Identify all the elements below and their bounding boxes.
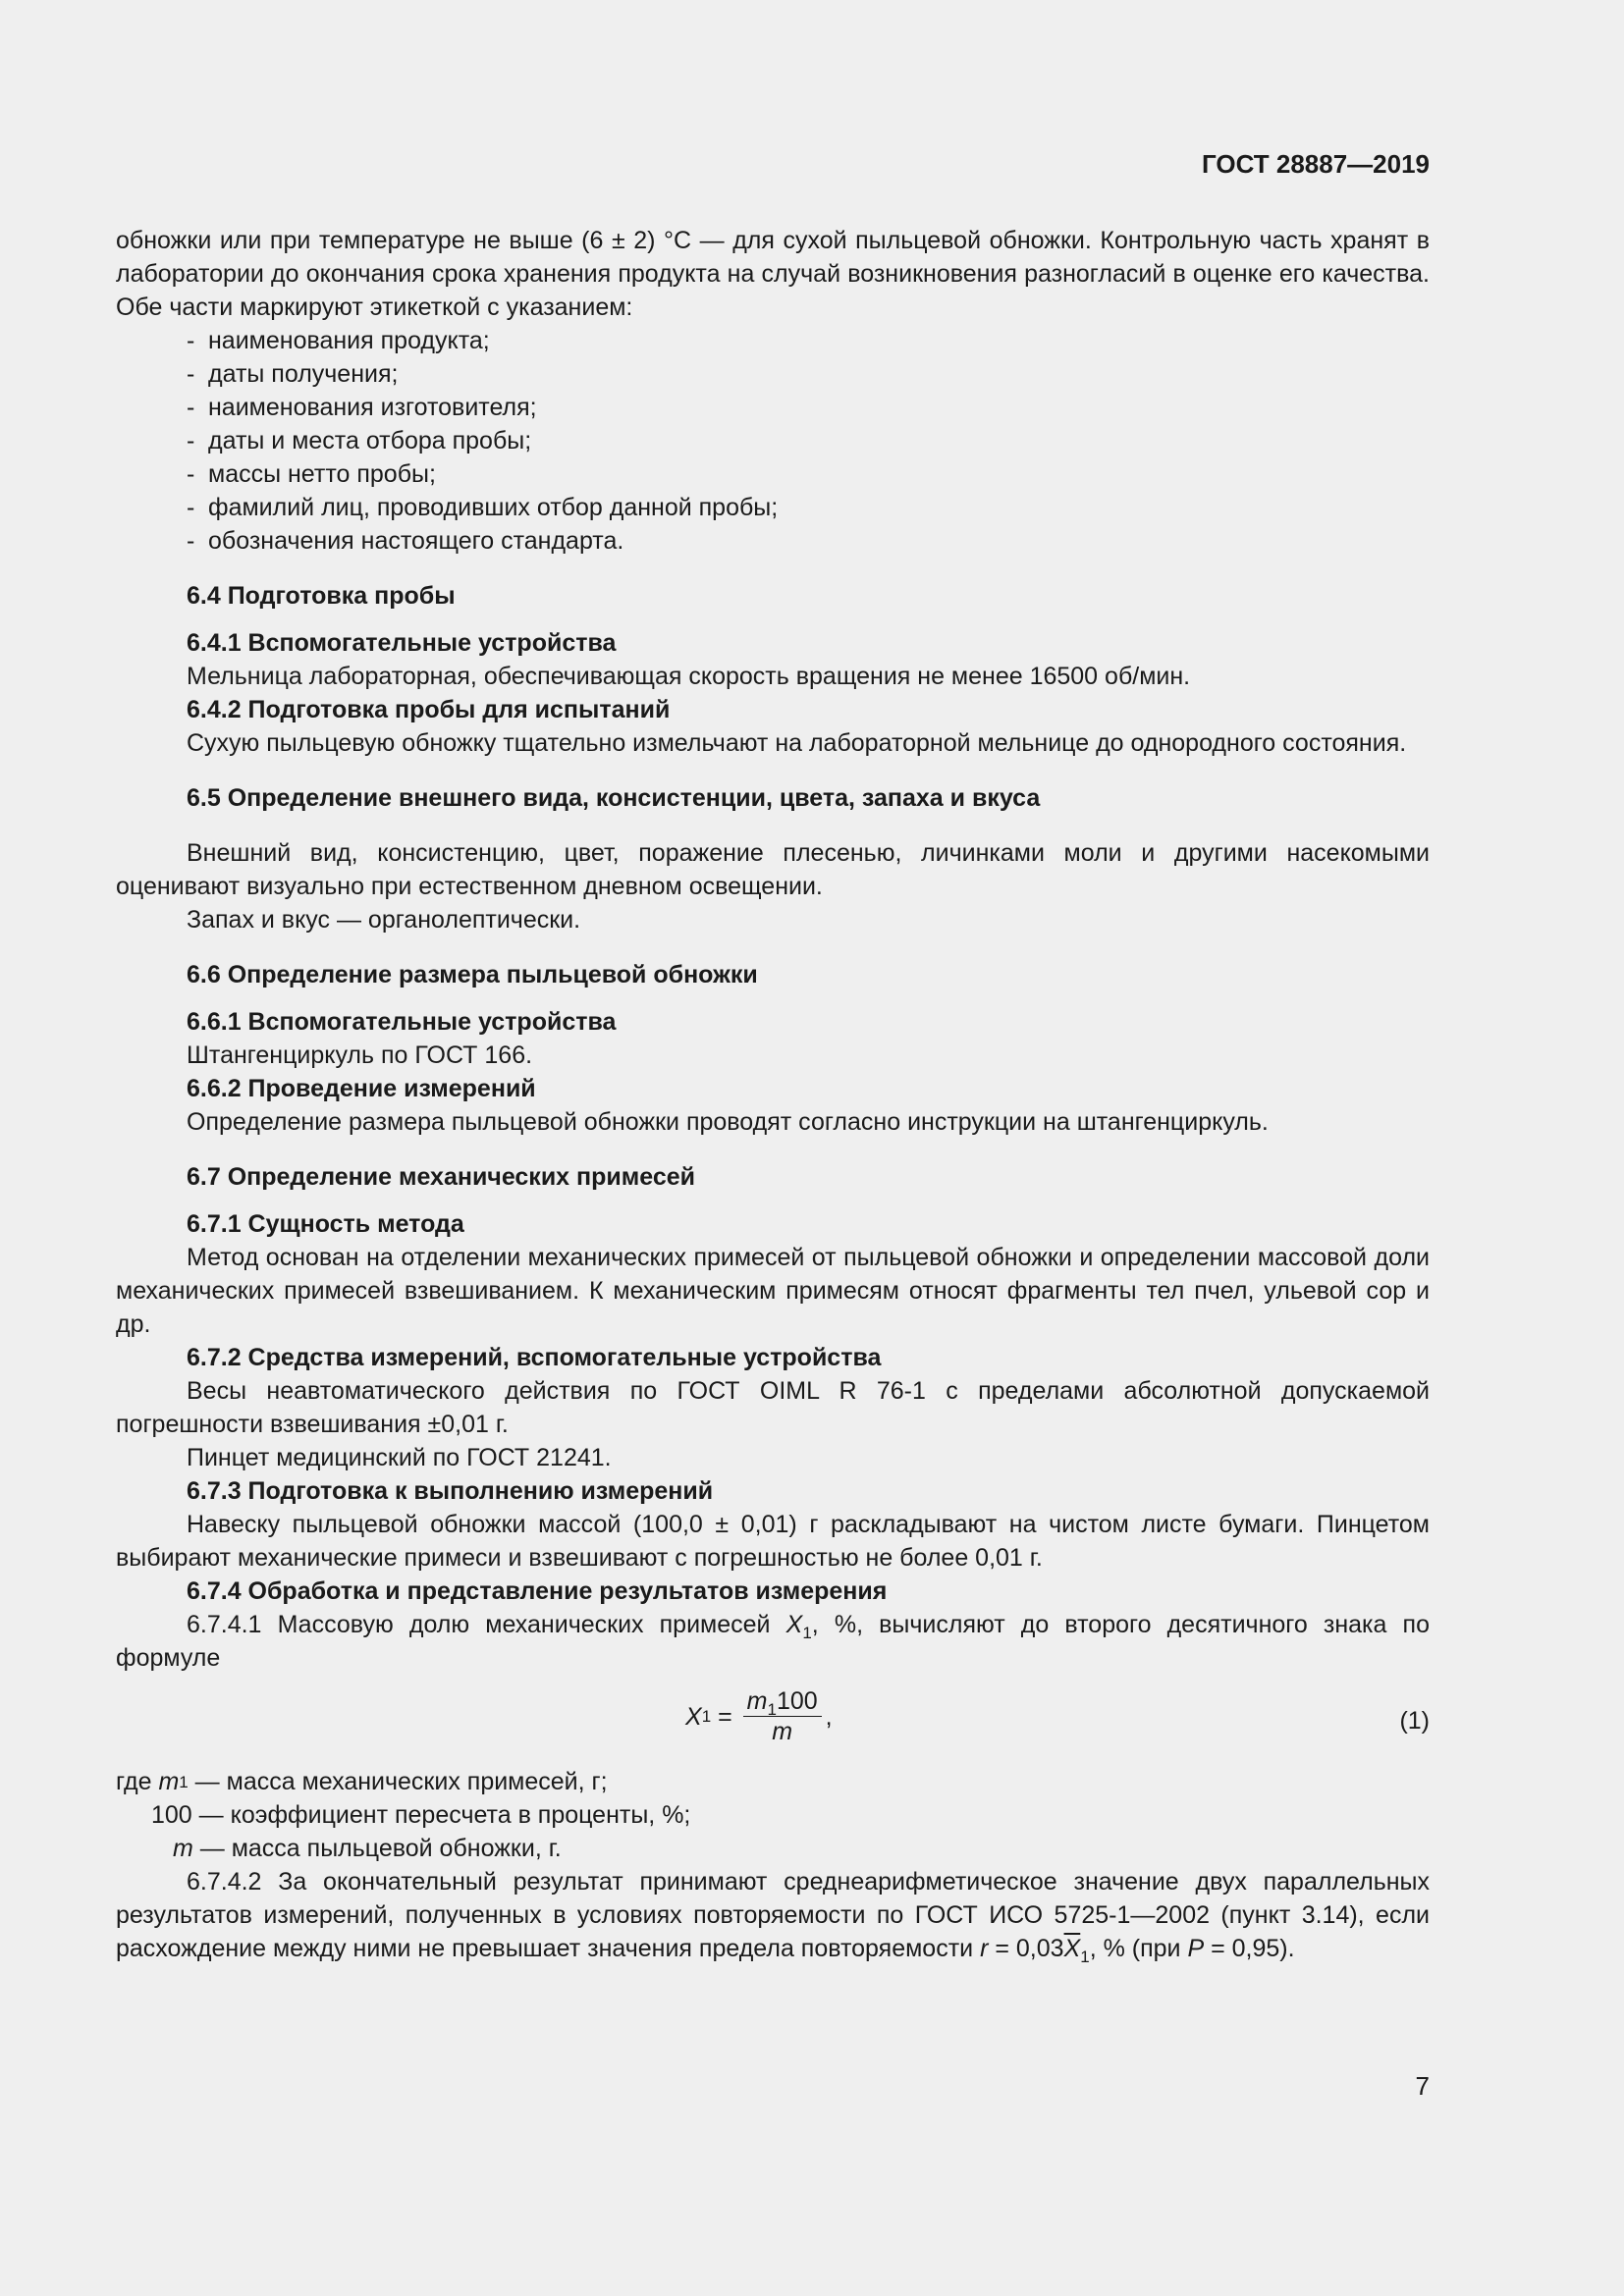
legend-symbol: m <box>158 1768 180 1795</box>
section-6-5-smell-text: Запах и вкус — органолептически. <box>187 906 581 934</box>
variable-p: P <box>1187 1935 1205 1962</box>
legend-text: — масса пыльцевой обножки, г. <box>192 1835 562 1862</box>
legend-prefix: где <box>116 1768 159 1795</box>
list-item: - фамилий лиц, проводивших отбор данной пробы; <box>187 491 1430 524</box>
section-6-6-heading: 6.6 Определение размера пыльцевой обножки <box>187 961 758 988</box>
section-6-5-heading: 6.5 Определение внешнего вида, консистенции, цвета, запаха и вкуса <box>187 784 1041 812</box>
numerator-constant: 100 <box>776 1687 818 1715</box>
section-6-7-4-2-text <box>116 1865 1430 1965</box>
page-number: 7 <box>1415 2071 1430 2101</box>
list-item: - даты получения; <box>187 357 1430 391</box>
text-run: 6.7.4.2 За окончательный результат принимают среднеарифметическое значение двух параллельных результатов измерений, полученных в условиях повторяемости по ГОСТ ИСО 5725-1—2002 (пункт 3.14), если расхождение между ними не превышает значения предела повторяемости <box>116 1868 1430 1962</box>
equals-sign: = <box>711 1702 739 1731</box>
list-item: - даты и места отбора пробы; <box>187 424 1430 457</box>
section-6-7-4-heading: 6.7.4 Обработка и представление результатов измерения <box>187 1577 888 1605</box>
section-6-7-2-tweezers-text: Пинцет медицинский по ГОСТ 21241. <box>187 1444 612 1471</box>
formula-legend <box>116 1765 1430 1865</box>
fraction <box>743 1686 822 1746</box>
section-6-7-1-heading: 6.7.1 Сущность метода <box>187 1210 464 1238</box>
text-run: = 0,03 <box>988 1935 1064 1962</box>
section-6-5-text: Внешний вид, консистенцию, цвет, поражение плесенью, личинками моли и другими насекомыми оценивают визуально при естественном дневном освещении. <box>116 839 1430 900</box>
section-6-4-heading: 6.4 Подготовка пробы <box>187 582 456 610</box>
fraction-numerator <box>743 1686 822 1717</box>
section-6-7-3-heading: 6.7.3 Подготовка к выполнению измерений <box>187 1477 714 1505</box>
section-6-7-2-heading: 6.7.2 Средства измерений, вспомогательные устройства <box>187 1344 882 1371</box>
legend-row <box>116 1798 1430 1832</box>
fraction-denominator: m <box>772 1718 793 1745</box>
variable-x: X <box>785 1611 803 1638</box>
section-6-4-1-text: Мельница лабораторная, обеспечивающая скорость вращения не менее 16500 об/мин. <box>187 663 1191 690</box>
legend-symbol: m <box>173 1835 193 1862</box>
section-6-6-2-heading: 6.6.2 Проведение измерений <box>187 1075 536 1102</box>
list-item: - наименования продукта; <box>187 324 1430 357</box>
section-6-7-heading: 6.7 Определение механических примесей <box>187 1163 696 1191</box>
section-6-7-3-text: Навеску пыльцевой обножки массой (100,0 ± 0,01) г раскладывают на чистом листе бумаги. Пинцетом выбирают механические примеси и взвешивают с погрешностью не более 0,01 г. <box>116 1511 1430 1572</box>
section-6-4-2-heading: 6.4.2 Подготовка пробы для испытаний <box>187 696 671 723</box>
subscript: 1 <box>802 1624 812 1642</box>
formula-expression: X 1 = $\frac{m_1100}{m}$ , <box>685 1687 833 1745</box>
legend-text: — масса механических примесей, г; <box>188 1768 608 1795</box>
label-items-list <box>116 324 1430 558</box>
section-6-4-2-text: Сухую пыльцевую обножку тщательно измельчают на лабораторной мельнице до однородного состояния. <box>187 729 1407 757</box>
document-body <box>116 224 1430 1965</box>
text-run: , % (при <box>1089 1935 1188 1962</box>
numerator-variable: m <box>746 1687 768 1715</box>
section-6-6-1-heading: 6.6.1 Вспомогательные устройства <box>187 1008 617 1036</box>
legend-symbol: 100 <box>151 1801 192 1829</box>
formula-1 <box>116 1682 1430 1765</box>
subscript: 1 <box>1080 1948 1090 1966</box>
section-6-7-4-1-text <box>116 1608 1430 1675</box>
list-item: - наименования изготовителя; <box>187 391 1430 424</box>
list-item: - обозначения настоящего стандарта. <box>187 524 1430 558</box>
formula-lhs: X <box>685 1702 702 1731</box>
equation-number: (1) <box>1399 1707 1430 1735</box>
document-code: ГОСТ 28887—2019 <box>1202 149 1430 179</box>
section-6-4-1-heading: 6.4.1 Вспомогательные устройства <box>187 629 617 657</box>
text-run: = 0,95). <box>1204 1935 1295 1962</box>
legend-row <box>116 1765 1430 1798</box>
section-6-7-2-scales-text: Весы неавтоматического действия по ГОСТ OIML R 76-1 с пределами абсолютной допускаемой погрешности взвешивания ±0,01 г. <box>116 1377 1430 1438</box>
variable-r: r <box>980 1935 989 1962</box>
subscript: 1 <box>179 1773 189 1791</box>
legend-row <box>116 1832 1430 1865</box>
legend-text: — коэффициент пересчета в проценты, %; <box>191 1801 691 1829</box>
section-6-6-1-text: Штангенциркуль по ГОСТ 166. <box>187 1041 533 1069</box>
variable-x-mean: $\overline{X}$ <box>1063 1935 1081 1962</box>
text-run: , %, вычисляют до второго десятичного знака по формуле <box>116 1611 1430 1672</box>
section-6-7-1-text: Метод основан на отделении механических примесей от пыльцевой обножки и определении массовой доли механических примесей взвешиванием. К механическим примесям относят фрагменты тел пчел, ульевой сор и др. <box>116 1244 1430 1338</box>
subscript: 1 <box>767 1700 777 1719</box>
formula-comma: , <box>825 1702 833 1731</box>
section-6-6-2-text: Определение размера пыльцевой обножки проводят согласно инструкции на штангенциркуль. <box>187 1108 1269 1136</box>
text-run: 6.7.4.1 Массовую долю механических примесей <box>187 1611 786 1638</box>
list-item: - массы нетто пробы; <box>187 457 1430 491</box>
intro-paragraph: обножки или при температуре не выше (6 ± 2) °С — для сухой пыльцевой обножки. Контрольную часть хранят в лаборатории до окончания срока хранения продукта на случай возникновения разногласий в оценке его качества. Обе части маркируют этикеткой с указанием: <box>116 227 1430 321</box>
